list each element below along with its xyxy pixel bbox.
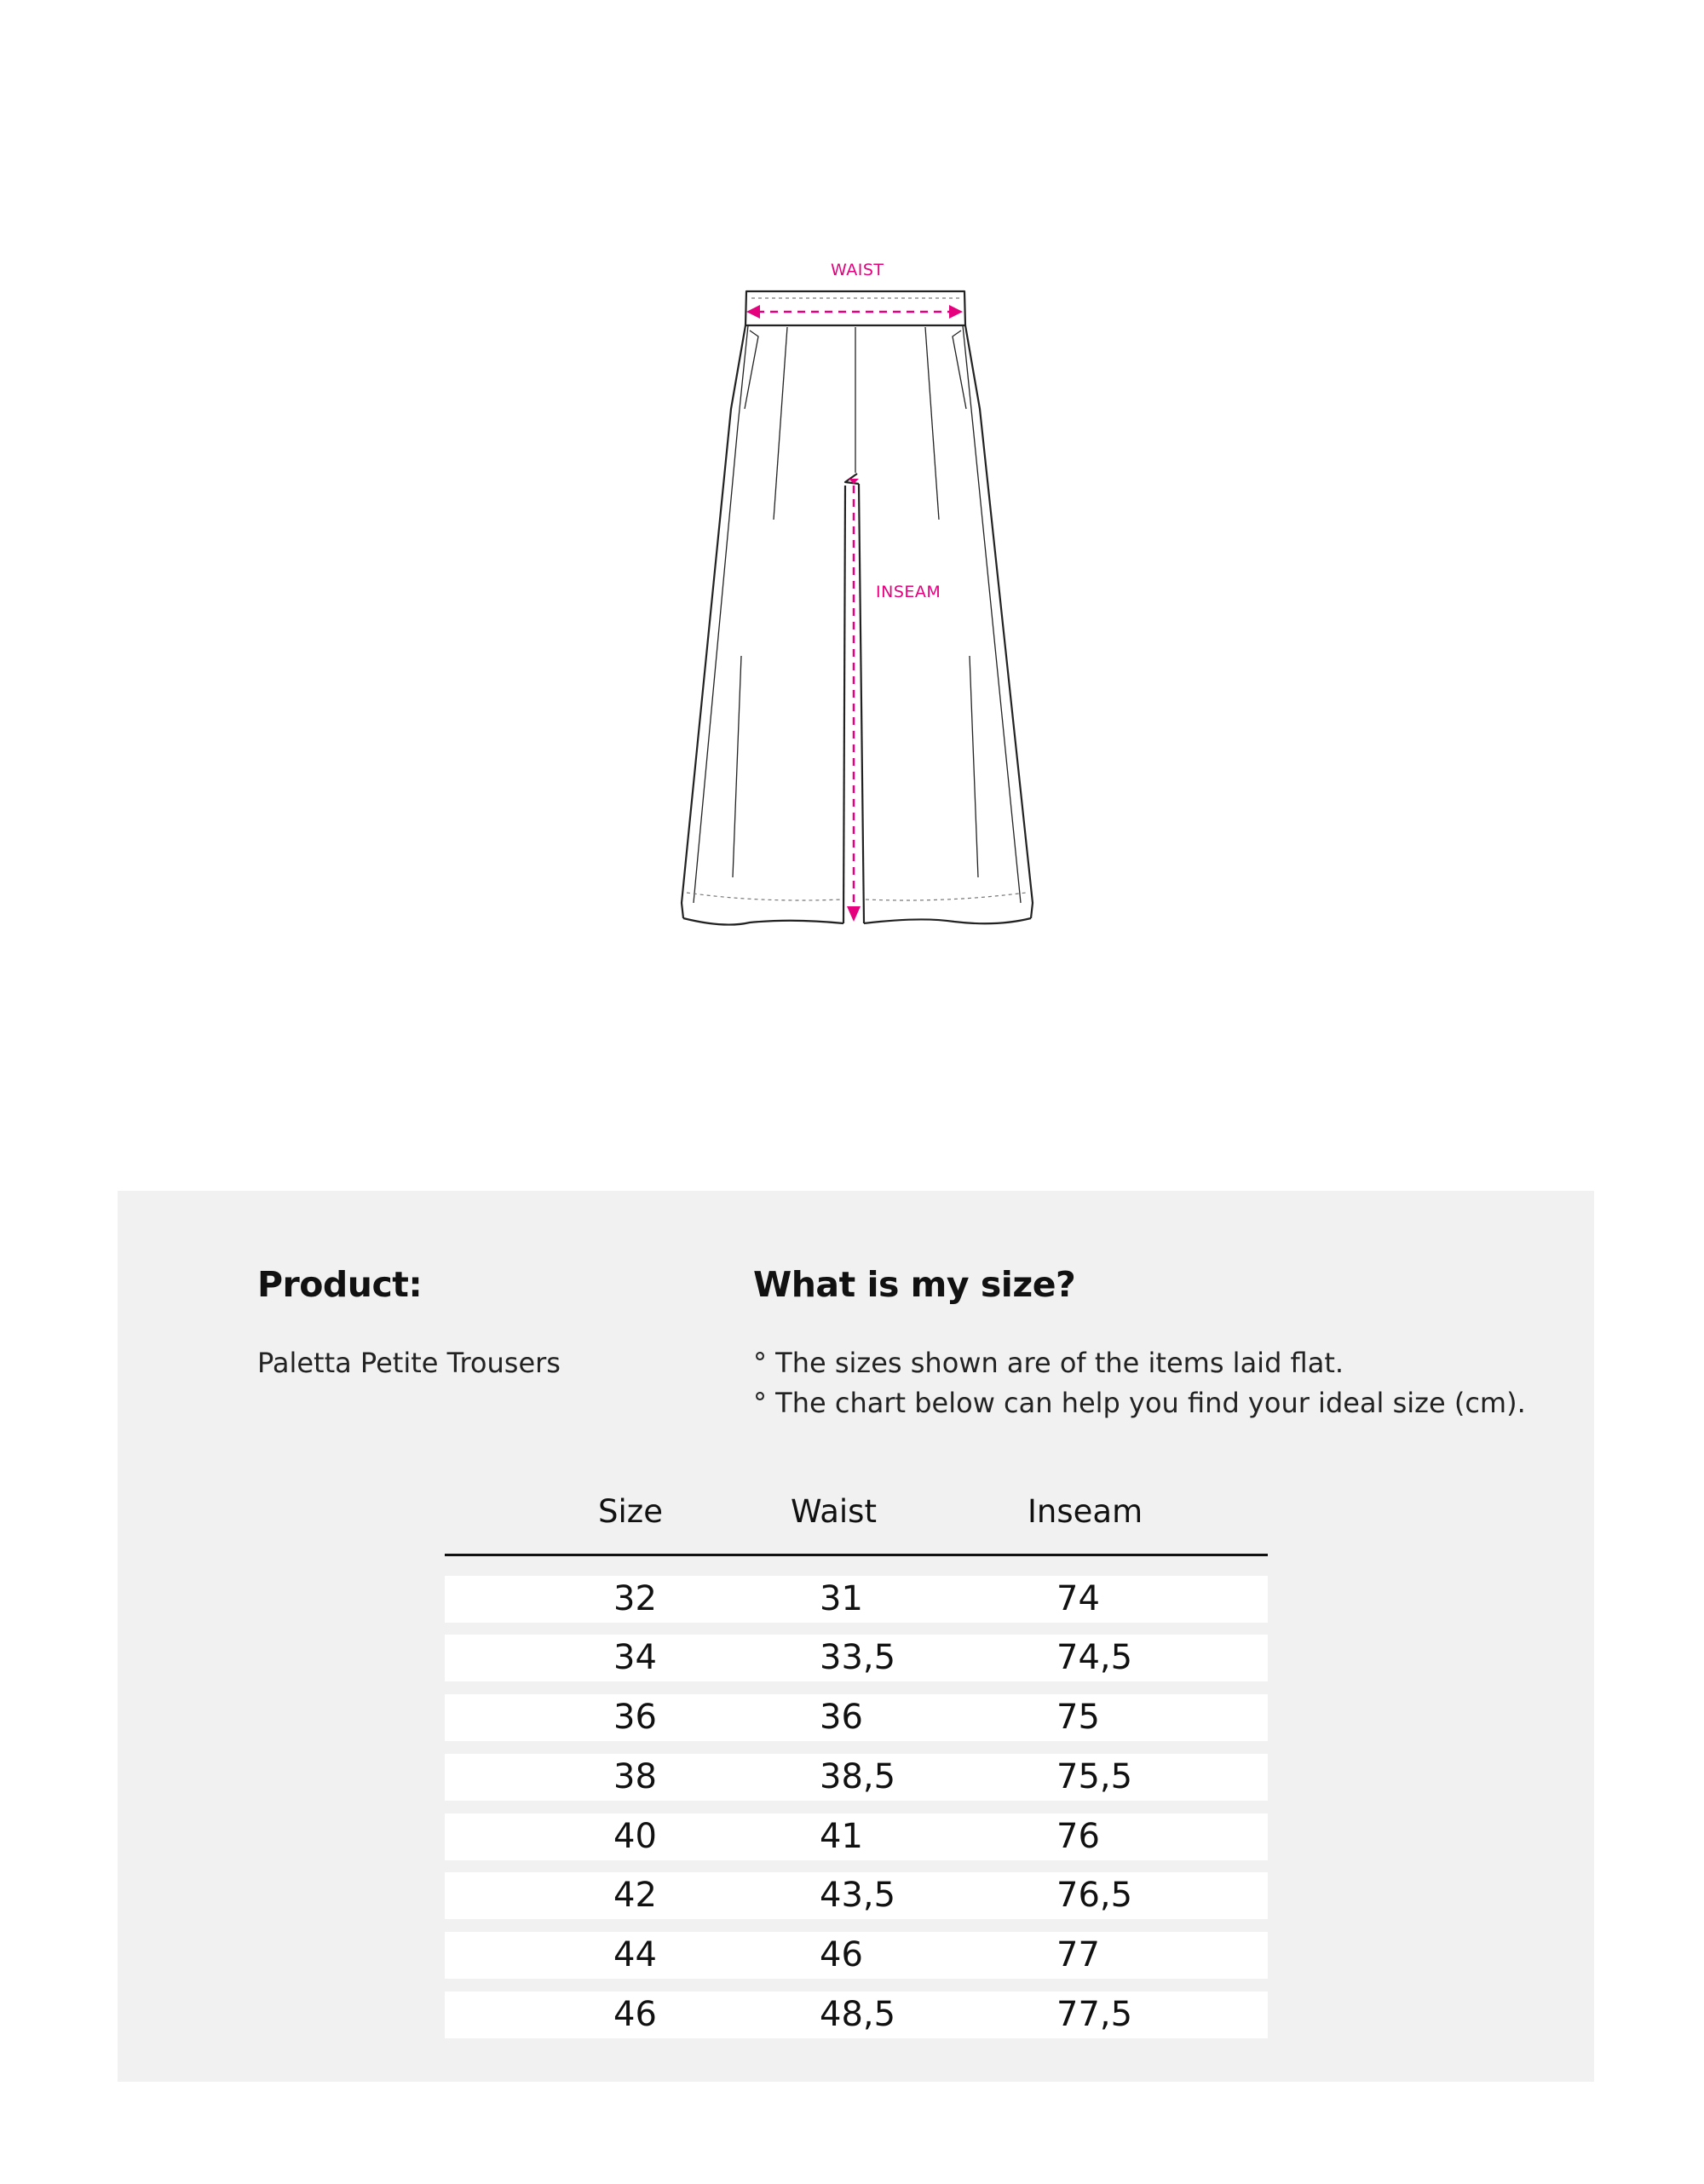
cell-inseam: 77 [1056,1935,1100,1974]
cell-size: 32 [613,1579,657,1618]
column-header-size: Size [598,1493,663,1530]
table-row [445,1991,1268,2038]
table-row [445,1576,1268,1623]
cell-inseam: 77,5 [1056,1995,1133,2034]
cell-waist: 31 [820,1579,863,1618]
waist-label: WAIST [831,261,884,279]
column-header-waist: Waist [791,1493,877,1530]
cell-size: 40 [613,1817,657,1856]
product-name: Paletta Petite Trousers [257,1347,561,1379]
cell-inseam: 75 [1056,1698,1100,1737]
table-row [445,1813,1268,1860]
cell-inseam: 76,5 [1056,1876,1133,1915]
table-row [445,1754,1268,1801]
trousers-sketch [673,256,1048,945]
inseam-label: INSEAM [876,583,941,601]
table-row [445,1932,1268,1979]
cell-size: 46 [613,1995,657,2034]
cell-inseam: 74,5 [1056,1638,1133,1677]
column-header-inseam: Inseam [1028,1493,1143,1530]
size-note-1: ° The sizes shown are of the items laid flat. [753,1347,1344,1379]
table-row [445,1694,1268,1741]
cell-waist: 46 [820,1935,863,1974]
size-guide-heading: What is my size? [753,1264,1076,1305]
cell-waist: 36 [820,1698,863,1737]
product-heading: Product: [257,1264,423,1305]
cell-size: 36 [613,1698,657,1737]
cell-inseam: 75,5 [1056,1757,1133,1796]
cell-waist: 43,5 [820,1876,896,1915]
cell-size: 38 [613,1757,657,1796]
cell-inseam: 76 [1056,1817,1100,1856]
table-row [445,1635,1268,1681]
cell-waist: 41 [820,1817,863,1856]
size-table-header [445,1487,1268,1556]
cell-size: 44 [613,1935,657,1974]
cell-waist: 48,5 [820,1995,896,2034]
trousers-measurement-diagram [673,256,1048,945]
cell-size: 42 [613,1876,657,1915]
cell-inseam: 74 [1056,1579,1100,1618]
cell-size: 34 [613,1638,657,1677]
cell-waist: 38,5 [820,1757,896,1796]
cell-waist: 33,5 [820,1638,896,1677]
table-row [445,1872,1268,1919]
size-note-2: ° The chart below can help you find your ideal size (cm). [753,1387,1526,1419]
